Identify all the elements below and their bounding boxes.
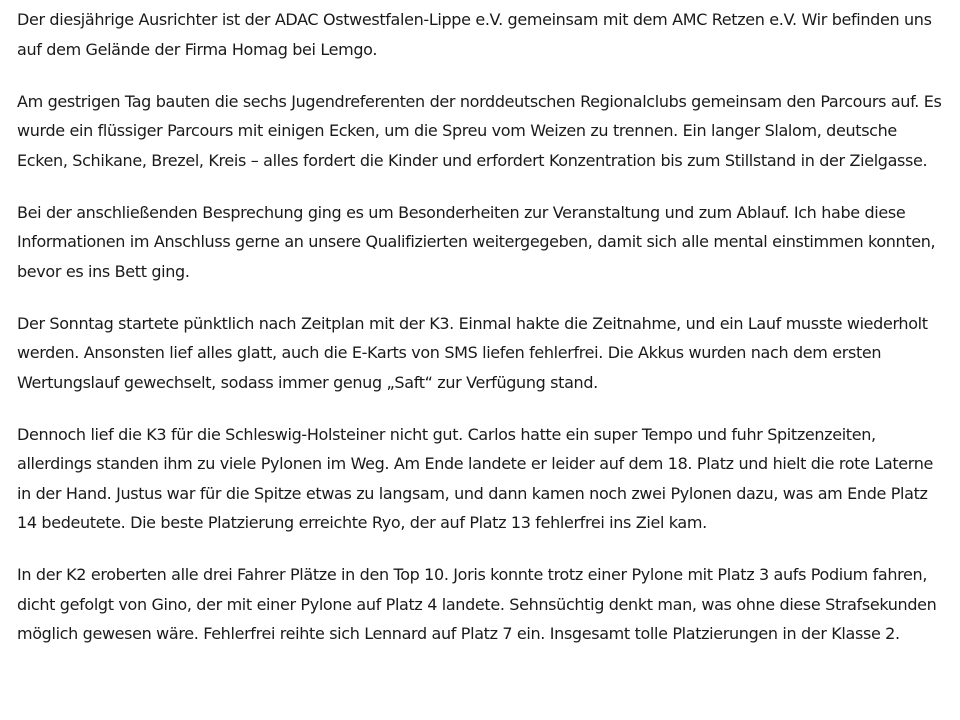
article-paragraph: Der Sonntag startete pünktlich nach Zeitplan mit der K3. Einmal hakte die Zeitnahme, und ein Lauf musste wiederholt werden. Ansonsten lief alles glatt, auch die E-Karts von SMS liefen fehlerfrei. Die Akkus wurden nach dem ersten Wertungslauf gewechselt, sodass immer genug „Saft“ zur Verfügung stand.: [17, 313, 928, 392]
article-paragraph: Der diesjährige Ausrichter ist der ADAC Ostwestfalen-Lippe e.V. gemeinsam mit dem AMC Retzen e.V. Wir befinden uns auf dem Gelände der Firma Homag bei Lemgo.: [17, 10, 932, 59]
article-paragraph: In der K2 eroberten alle drei Fahrer Plätze in den Top 10. Joris konnte trotz einer Pylone mit Platz 3 aufs Podium fahren, dicht gefolgt von Gino, der mit einer Pylone auf Platz 4 landete. Sehnsüchtig denkt man, was ohne diese Strafsekunden möglich gewesen wäre. Fehlerfrei reihte sich Lennard auf Platz 7 ein. Insgesamt tolle Platzierungen in der Klasse 2.: [17, 565, 937, 643]
article-body: [17, 5, 945, 671]
article-paragraph: Dennoch lief die K3 für die Schleswig-Holsteiner nicht gut. Carlos hatte ein super Tempo und fuhr Spitzenzeiten, allerdings standen ihm zu viele Pylonen im Weg. Am Ende landete er leider auf dem 18. Platz und hielt die rote Laterne in der Hand. Justus war für die Spitze etwas zu langsam, und dann kamen noch zwei Pylonen dazu, was am Ende Platz 14 bedeutete. Die beste Platzierung erreichte Ryo, der auf Platz 13 fehlerfrei ins Ziel kam.: [17, 424, 933, 532]
article-paragraph: Bei der anschließenden Besprechung ging es um Besonderheiten zur Veranstaltung und zum Ablauf. Ich habe diese Informationen im Anschluss gerne an unsere Qualifizierten weitergegeben, damit sich alle mental einstimmen konnten, bevor es ins Bett ging.: [17, 202, 936, 281]
article-paragraph: Am gestrigen Tag bauten die sechs Jugendreferenten der norddeutschen Regionalclubs gemeinsam den Parcours auf. Es wurde ein flüssiger Parcours mit einigen Ecken, um die Spreu vom Weizen zu trennen. Ein langer Slalom, deutsche Ecken, Schikane, Brezel, Kreis – alles fordert die Kinder und erfordert Konzentration bis zum Stillstand in der Zielgasse.: [17, 91, 942, 170]
